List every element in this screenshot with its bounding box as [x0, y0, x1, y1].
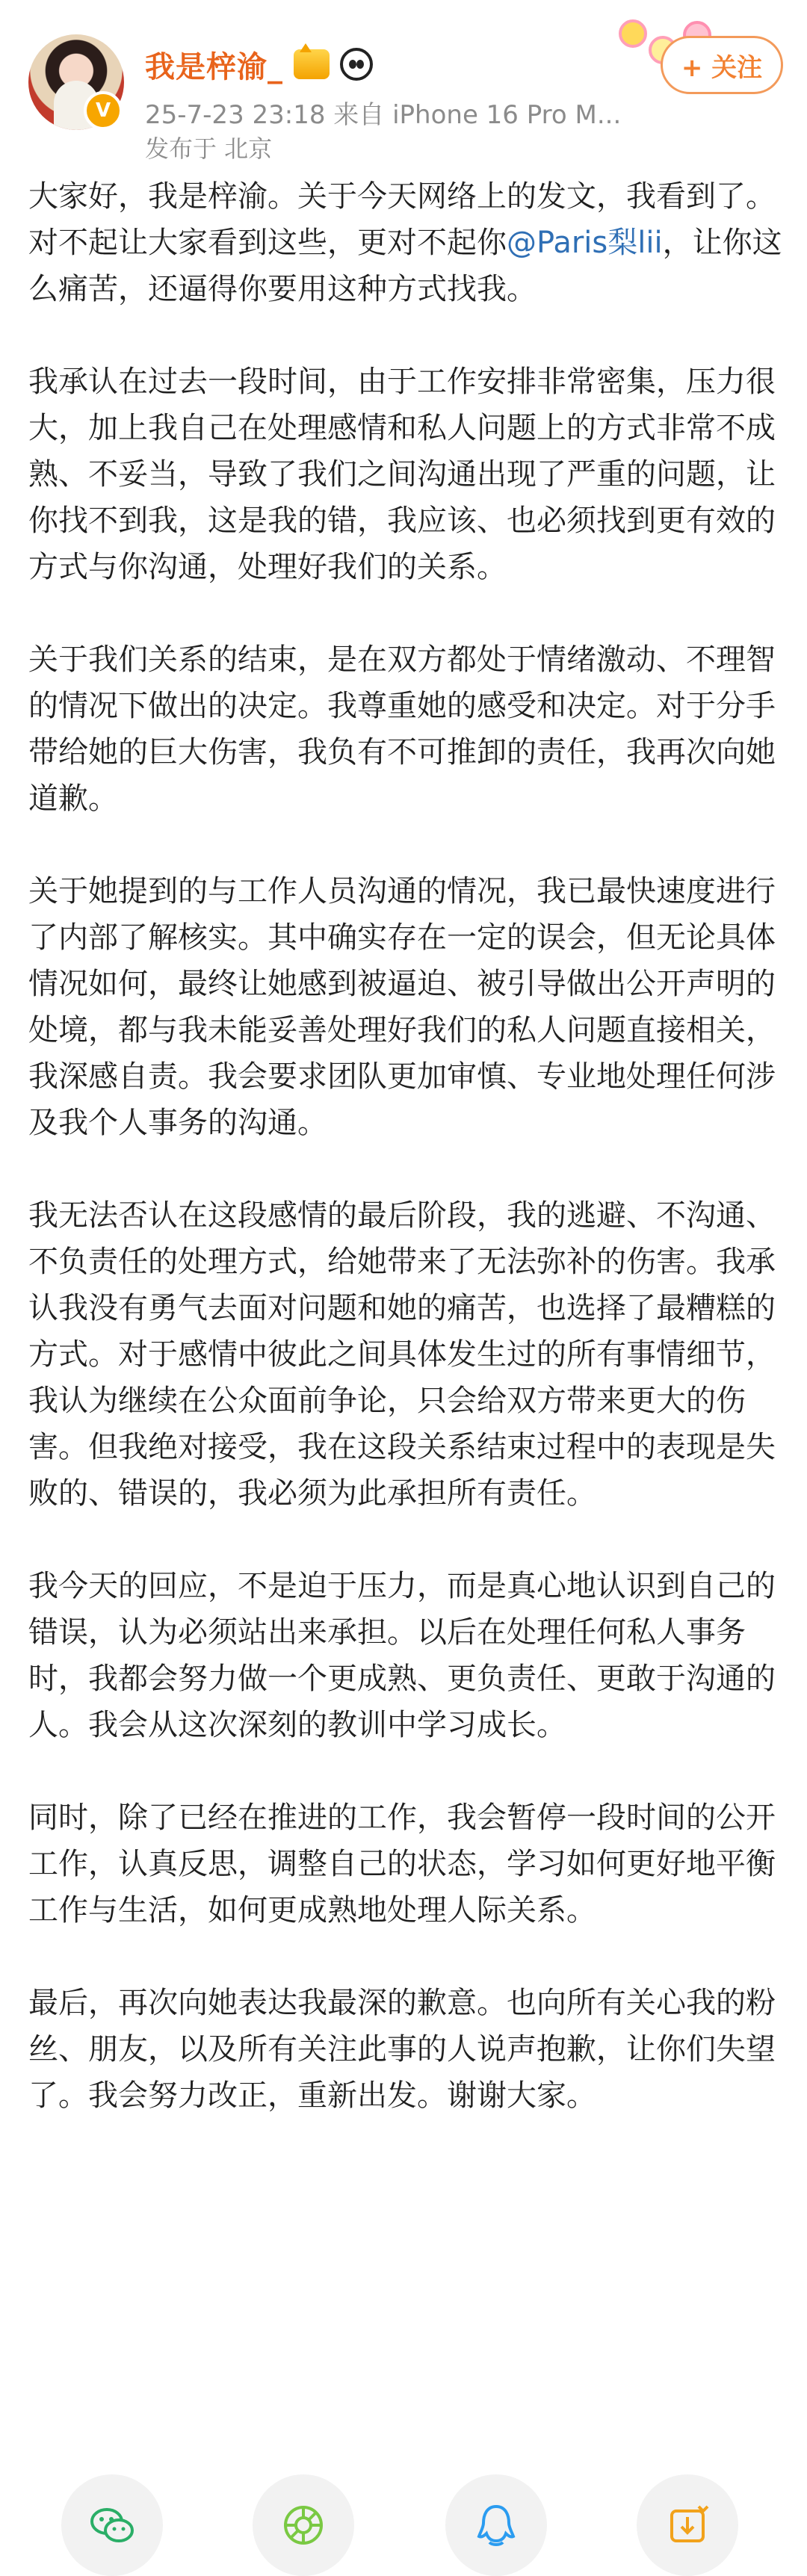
post-text-part: 大家好，我是梓渝。关于今天网络上的发文，我看到了。对不起让大家看到这些，更对不起你	[28, 179, 776, 260]
share-qq-button[interactable]	[445, 2474, 547, 2576]
save-icon	[661, 2499, 714, 2551]
share-bar	[0, 2458, 807, 2569]
mention-link[interactable]: @Paris梨lii	[507, 226, 663, 260]
post-paragraph-4: 关于她提到的与工作人员沟通的情况，我已最快速度进行了内部了解核实。其中确实存在一定的误会，但无论具体情况如何，最终让她感到被逼迫、被引导做出公开声明的处境，都与我未能妥善处理好我们的私人问题直接相关，我深感自责。我会要求团队更加审慎、专业地处理任何涉及我个人事务的沟通。	[28, 874, 776, 1140]
post-location: 发布于 北京	[145, 134, 273, 163]
post-text-part: ，让你这么痛苦，还逼得你要用这种方式找我。	[28, 226, 782, 306]
post-paragraph-8: 最后，再次向她表达我最深的歉意。也向所有关心我的粉丝、朋友，以及所有关注此事的人说声抱歉，让你们失望了。我会努力改正，重新出发。谢谢大家。	[28, 1986, 776, 2113]
crown-badge-icon	[294, 49, 330, 79]
post-paragraph-2: 我承认在过去一段时间，由于工作安排非常密集，压力很大，加上我自己在处理感情和私人问题上的方式非常不成熟、不妥当，导致了我们之间沟通出现了严重的问题，让你找不到我，这是我的错，我应该、也必须找到更有效的方式与你沟通，处理好我们的关系。	[28, 365, 776, 584]
save-image-button[interactable]	[637, 2474, 738, 2576]
share-moments-button[interactable]	[253, 2474, 354, 2576]
post-content	[28, 173, 783, 2165]
panda-badge-icon	[340, 48, 373, 81]
post-paragraph-1	[28, 173, 783, 312]
share-wechat-button[interactable]	[61, 2474, 163, 2576]
post-paragraph-5: 我无法否认在这段感情的最后阶段，我的逃避、不沟通、不负责任的处理方式，给她带来了无法弥补的伤害。我承认我没有勇气去面对问题和她的痛苦，也选择了最糟糕的方式。对于感情中彼此之间具体发生过的所有事情细节，我认为继续在公众面前争论，只会给双方带来更大的伤害。但我绝对接受，我在这段关系结束过程中的表现是失败的、错误的，我必须为此承担所有责任。	[28, 1198, 776, 1511]
verified-badge-icon: V	[84, 91, 123, 130]
post-header	[0, 0, 807, 172]
post-paragraph-6: 我今天的回应，不是迫于压力，而是真心地认识到自己的错误，认为必须站出来承担。以后在处理任何私人事务时，我都会努力做一个更成熟、更负责任、更敢于沟通的人。我会从这次深刻的教训中学习成长。	[28, 1569, 776, 1742]
user-name[interactable]: 我是梓渝_	[145, 49, 283, 84]
post-paragraph-3: 关于我们关系的结束，是在双方都处于情绪激动、不理智的情况下做出的决定。我尊重她的感受和决定。对于分手带给她的巨大伤害，我负有不可推卸的责任，我再次向她道歉。	[28, 643, 776, 816]
post-time-device: 25-7-23 23:18 来自 iPhone 16 Pro M...	[145, 100, 622, 130]
moments-icon	[277, 2499, 330, 2551]
name-row	[145, 42, 373, 87]
post-paragraph-7: 同时，除了已经在推进的工作，我会暂停一段时间的公开工作，认真反思，调整自己的状态，学习如何更好地平衡工作与生活，如何更成熟地处理人际关系。	[28, 1801, 776, 1928]
follow-button[interactable]: + 关注	[661, 36, 783, 94]
qq-icon	[470, 2499, 522, 2551]
wechat-icon	[86, 2499, 138, 2551]
